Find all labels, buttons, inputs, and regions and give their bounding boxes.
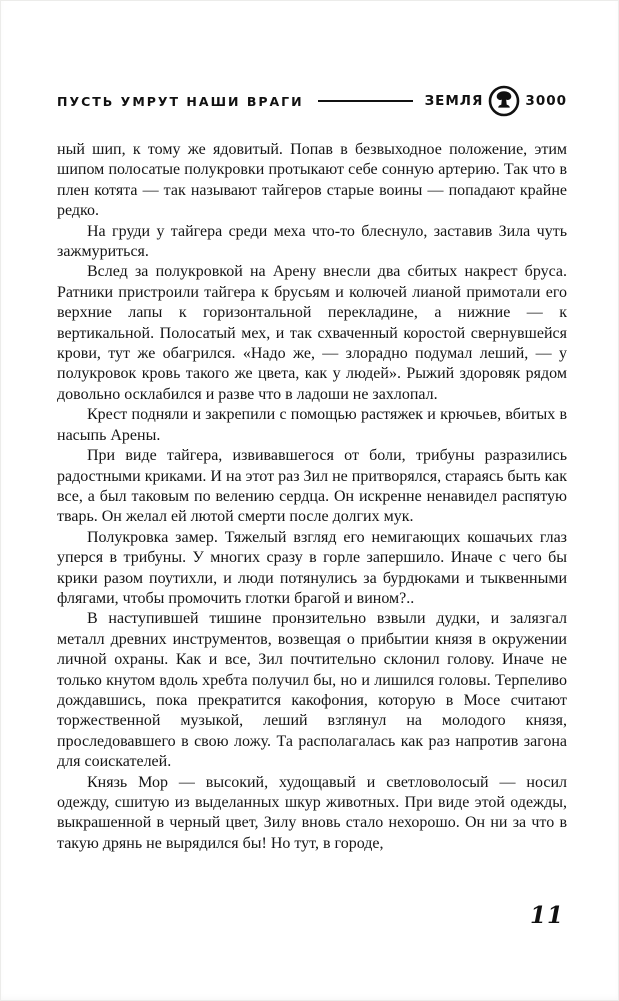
header-rule [318,100,413,102]
paragraph: На груди у тайгера среди меха что-то блеснуло, заставив Зила чуть зажмуриться. [57,222,567,261]
paragraph: Крест подняли и закрепили с помощью растяжек и крючьев, вбитых в насыпь Арены. [57,406,567,444]
paragraph: Вслед за полукровкой на Арену внесли два сбитых накрест бруса. Ратники пристроили тайгера к брусьям и колючей лианой примотали его верхние лапы к горизонтальной перекладине, а нижние — к вертикальной. Полосатый мех, и так схваченный коростой свернувшейся крови, тут же обагрился. «Надо же, — злорадно подумал леший, — у полукровок кровь такого же цвета, как у людей». Рыжий здоровяк рядом довольно осклабился и разве что в ладоши не захлопал. [57,263,567,403]
paragraph: В наступившей тишине пронзительно взвыли дудки, и залязгал металл древних инструментов, возвещая о прибытии князя в окружении личной охраны. Как и все, Зил почтительно склонил голову. Иначе не только кнутом вдоль хребта получил бы, но и лишился головы. Терпеливо дождавшись, пока прекратится какофония, которую в Мосе считают торжественной музыкой, леший взглянул на молодого князя, проследовавшего в свою ложу. Та располагалась как раз напротив загона для соискателей. [57,610,567,771]
paragraph: Князь Мор — высокий, худощавый и светловолосый — носил одежду, сшитую из выделанных шкур животных. При виде этой одежды, выкрашенной в черный цвет, Зилу вновь стало нехорошо. Он ни за что в такую дрянь не вырядился бы! Но тут, в городе, [57,773,567,852]
paragraph: Полукровка замер. Тяжелый взгляд его немигающих кошачьих глаз уперся в трибуны. У многих сразу в горле запершило. Иначе с чего бы крики разом поутихли, и люди потянулись за бурдюками и тыквенными флягами, чтобы промочить глотки брагой и вином?.. [57,528,567,607]
mushroom-cloud-icon [488,85,520,117]
body-text [57,140,567,854]
series-name-right: 3000 [525,93,567,109]
series-name-left: ЗЕМЛЯ [424,93,484,109]
paragraph: ный шип, к тому же ядовитый. Попав в безвыходное положение, этим шипом полосатые полукровки протыкают себе сонную артерию. Так что в плен котята — так называют тайгеров старые воины — попадают крайне редко. [57,141,567,220]
paragraph: При виде тайгера, извивавшегося от боли, трибуны разразились радостными криками. И на этот раз Зил не притворялся, стараясь быть как все, а был таковым по велению сердца. Он искренне ненавидел распятую тварь. Он желал ей лютой смерти после долгих мук. [57,447,567,526]
series-logo [425,85,567,117]
page-number: 11 [529,902,564,929]
running-title: ПУСТЬ УМРУТ НАШИ ВРАГИ [57,93,304,109]
page-header [57,84,567,118]
